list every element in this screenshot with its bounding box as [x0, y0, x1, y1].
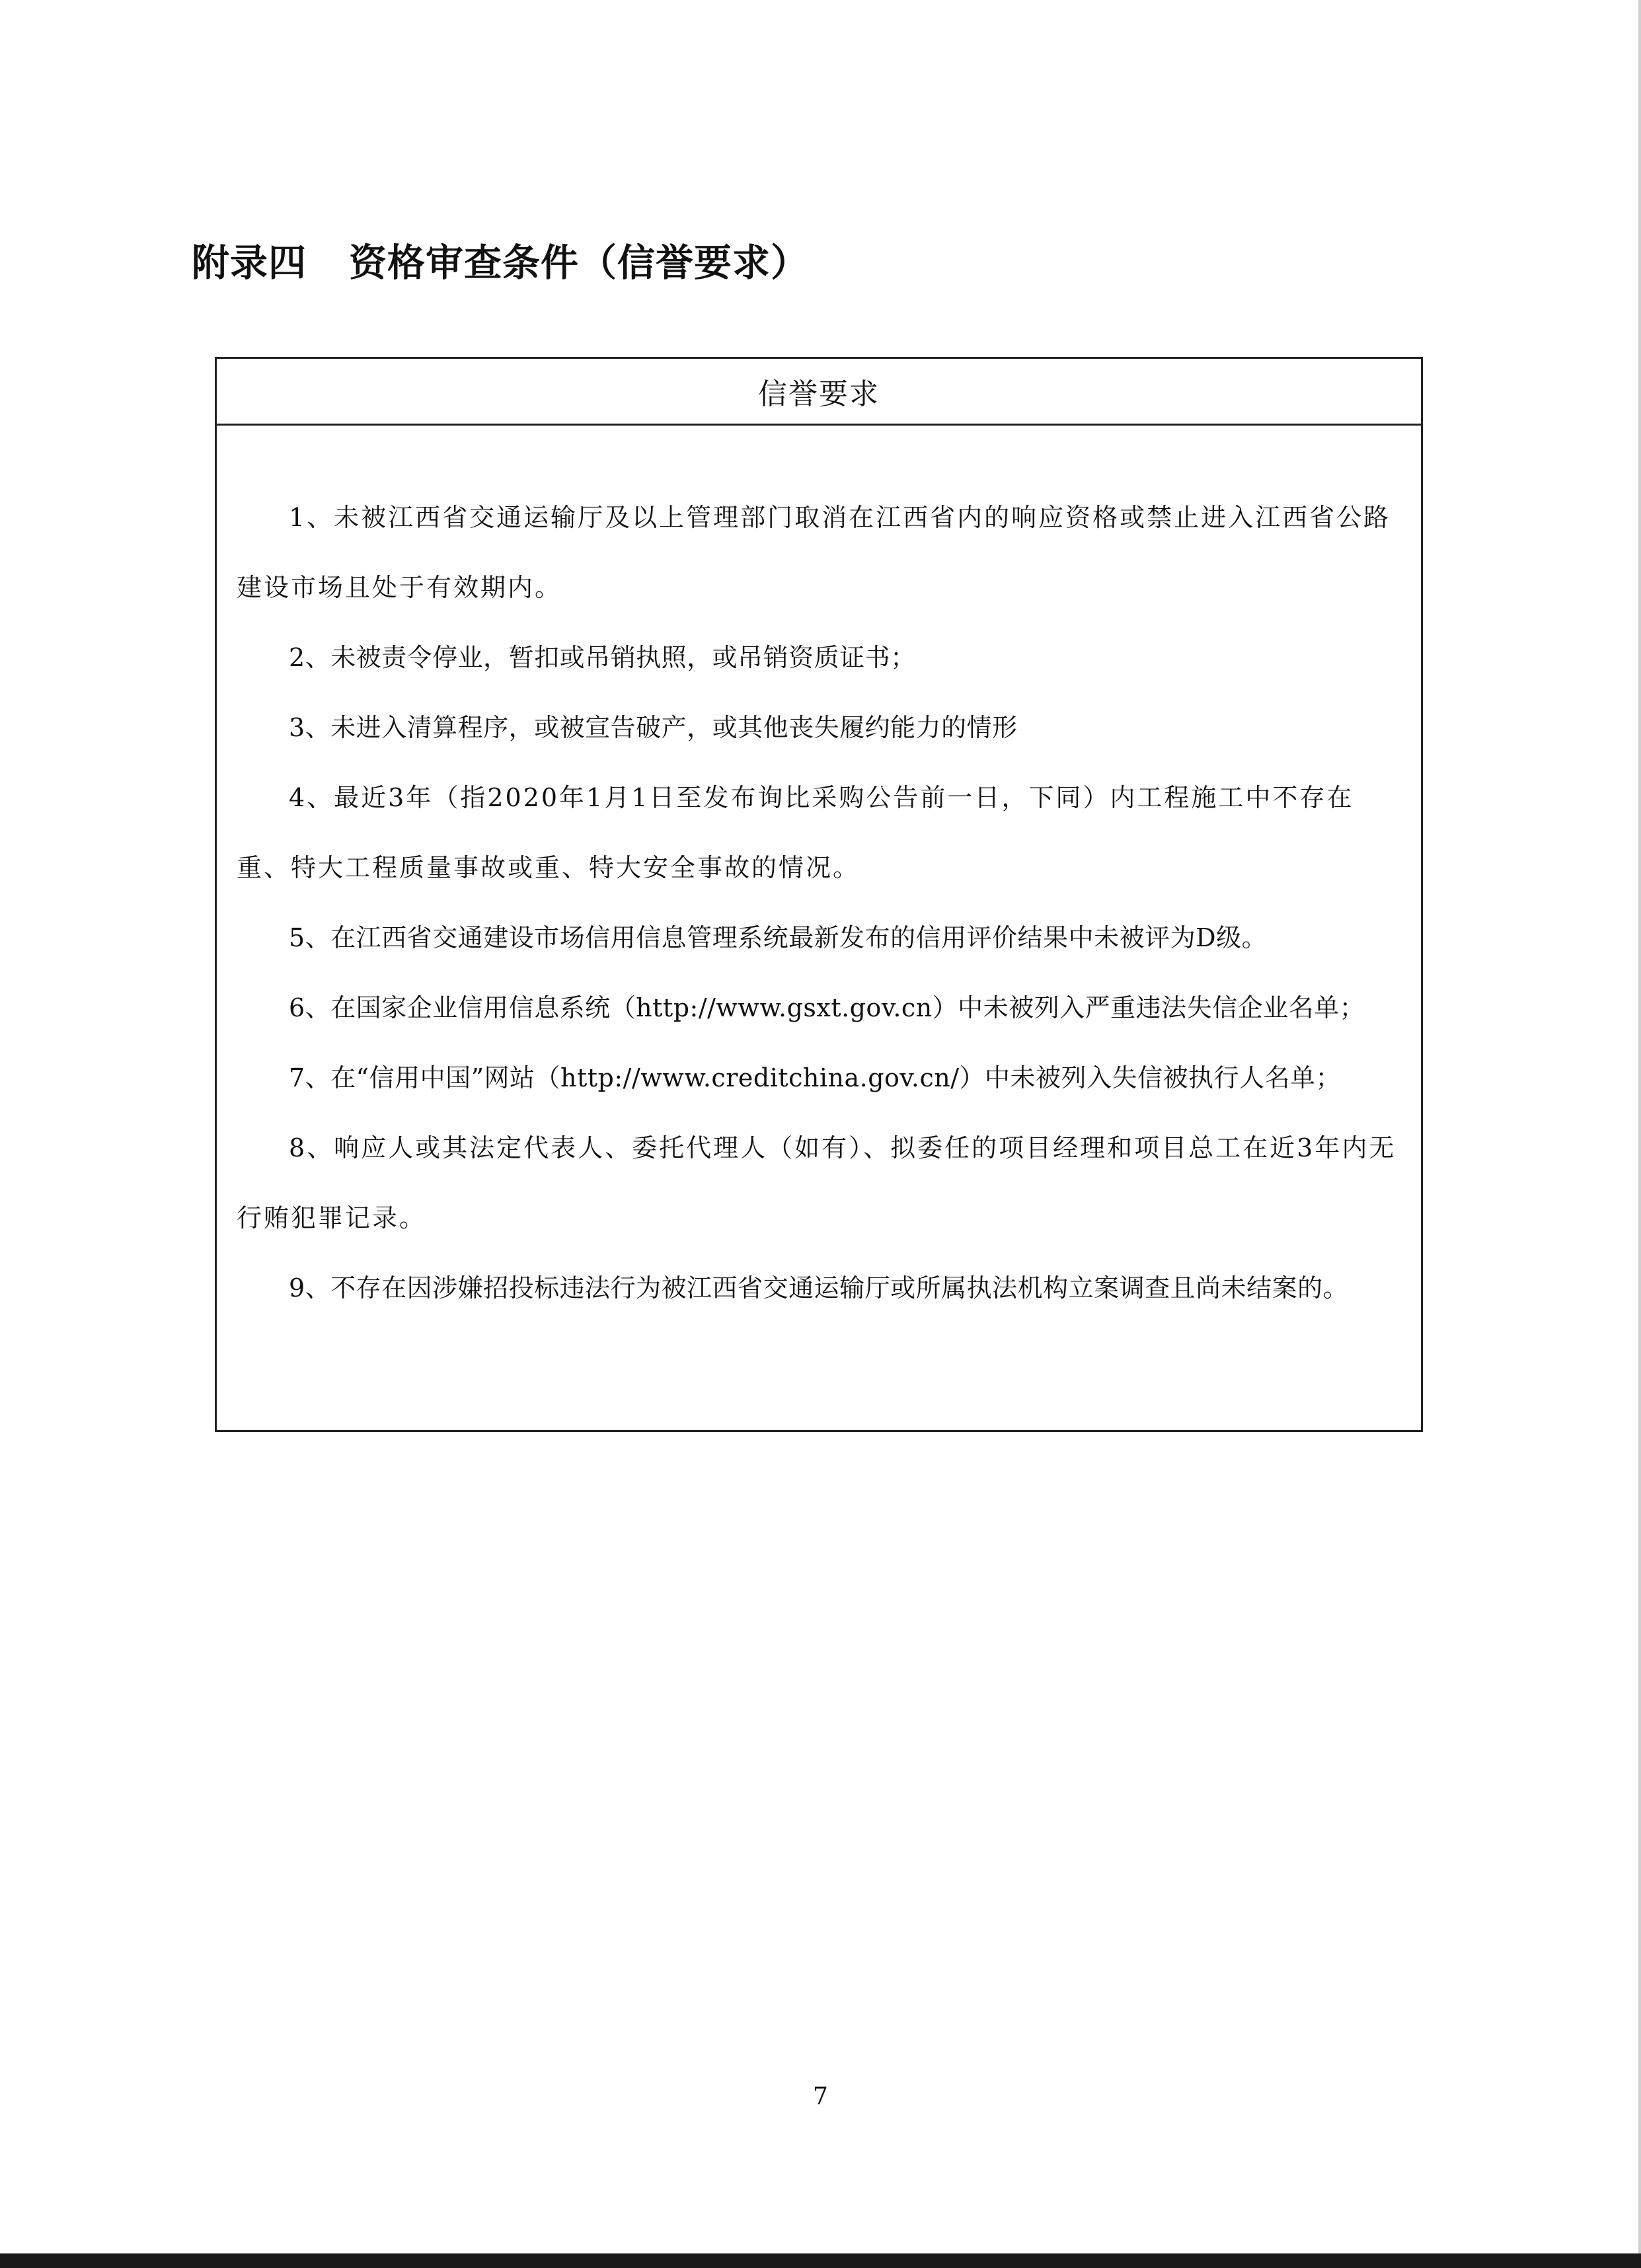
requirement-item-1: 1、未被江西省交通运输厅及以上管理部门取消在江西省内的响应资格或禁止进入江西省公路建设市场且处于有效期内。 [237, 503, 1391, 602]
requirements-table [215, 357, 1423, 1432]
table-body [217, 426, 1421, 1323]
page-title [192, 233, 809, 287]
requirement-item-5: 5、在江西省交通建设市场信用信息管理系统最新发布的信用评价结果中未被评为D级。 [289, 923, 1268, 952]
requirement-item-3: 3、未进入清算程序，或被宣告破产，或其他丧失履约能力的情形 [289, 713, 1018, 742]
appendix-label: 附录四 [192, 241, 307, 285]
table-header: 信誉要求 [217, 359, 1421, 426]
requirement-item-8: 8、响应人或其法定代表人、委托代理人（如有）、拟委任的项目经理和项目总工在近3年内无行贿犯罪记录。 [237, 1133, 1396, 1232]
scan-edge-bottom [0, 2253, 1641, 2268]
requirement-item-4: 4、最近3年（指2020年1月1日至发布询比采购公告前一日，下同）内工程施工中不存在重、特大工程质量事故或重、特大安全事故的情况。 [237, 783, 1354, 882]
requirement-item-6: 6、在国家企业信用信息系统（http://www.gsxt.gov.cn）中未被列入严重违法失信企业名单； [289, 993, 1365, 1022]
requirement-item-2: 2、未被责令停业，暂扣或吊销执照，或吊销资质证书； [289, 643, 916, 672]
scan-edge-right [1638, 0, 1641, 2268]
requirement-item-7: 7、在“信用中国”网站（http://www.creditchina.gov.cn/）中未被列入失信被执行人名单； [289, 1063, 1342, 1092]
page-number: 7 [813, 2083, 828, 2110]
requirement-item-9: 9、不存在因涉嫌招投标违法行为被江西省交通运输厅或所属执法机构立案调查且尚未结案的。 [289, 1273, 1349, 1303]
appendix-title: 资格审查条件（信誉要求） [349, 241, 809, 285]
